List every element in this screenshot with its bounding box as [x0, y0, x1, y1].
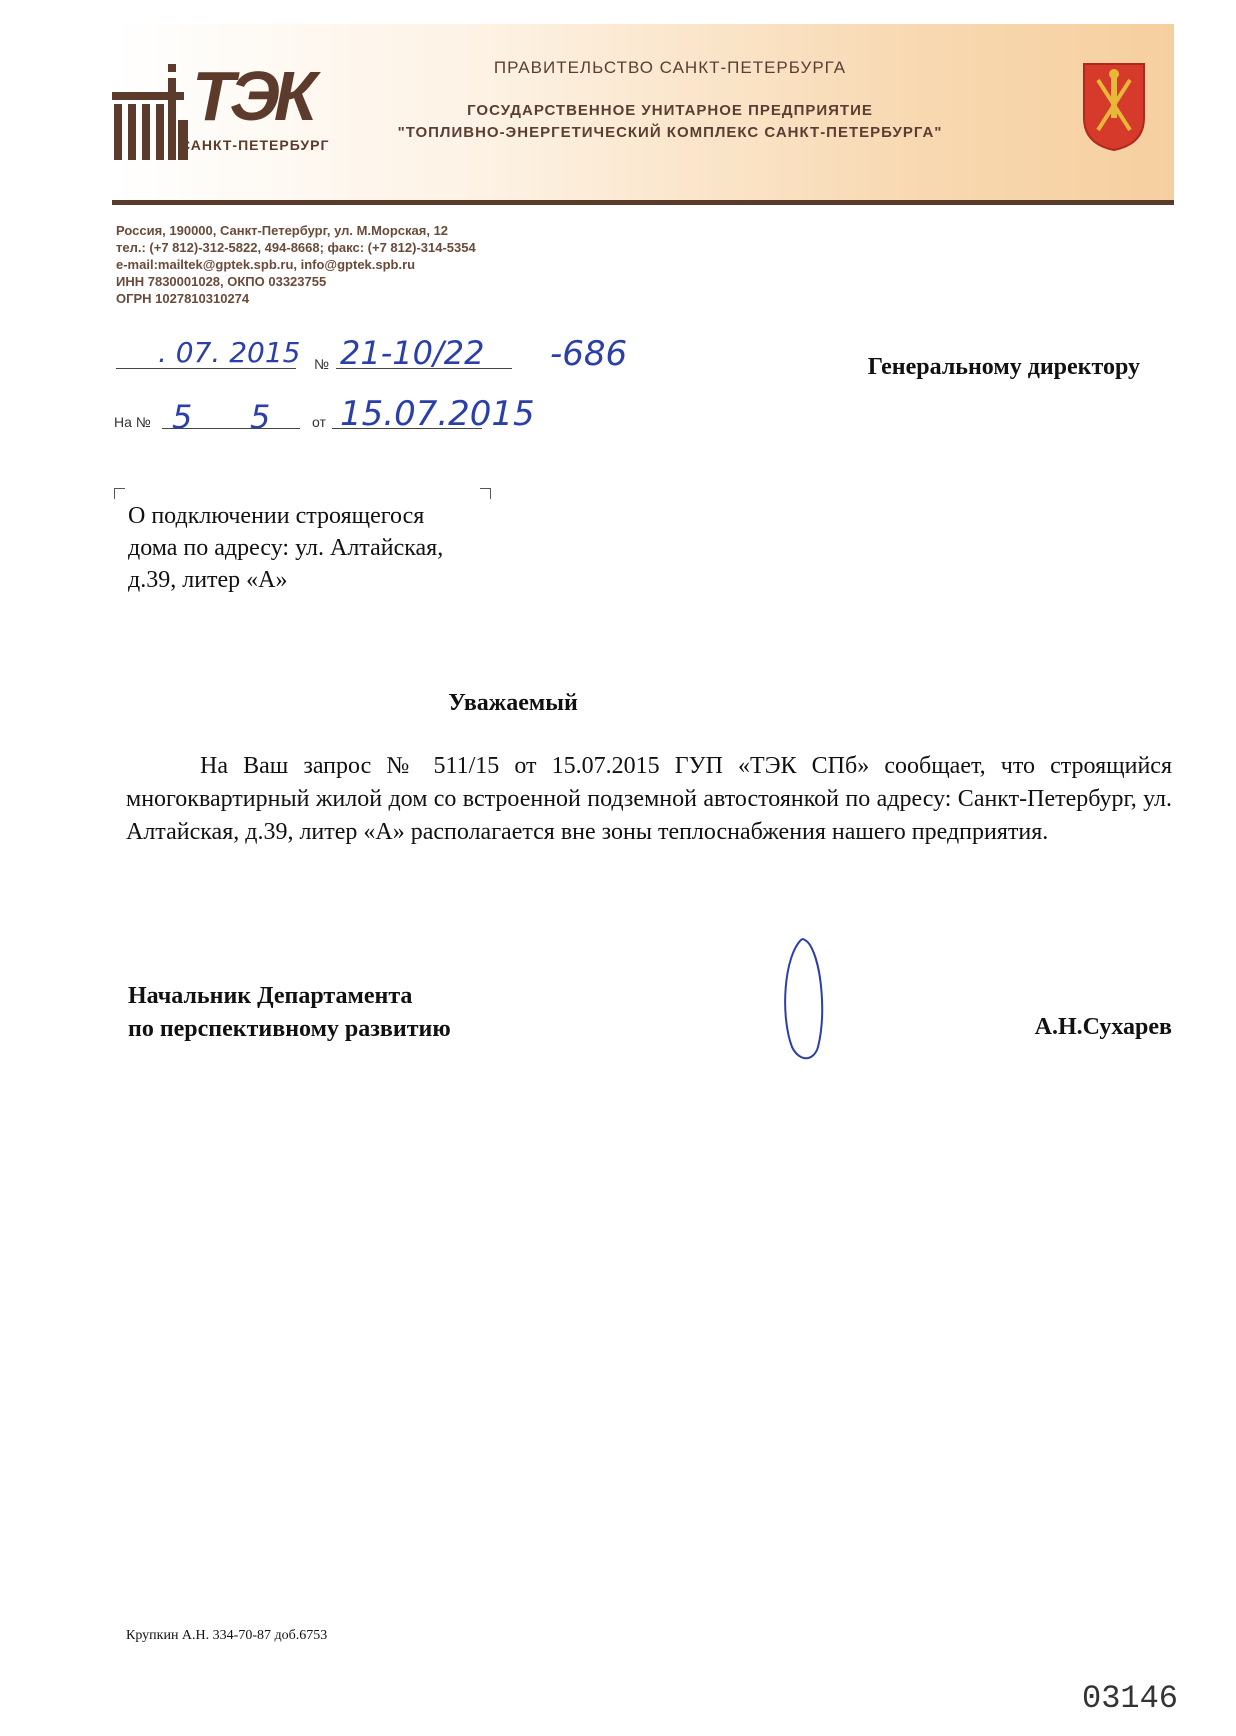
- letter-body: [126, 750, 1172, 849]
- subject: [128, 500, 558, 596]
- subject-line: д.39, литер «А»: [128, 567, 288, 593]
- org-title-line1: ГОСУДАРСТВЕННОЕ УНИТАРНОЕ ПРЕДПРИЯТИЕ: [467, 102, 873, 119]
- subject-line: О подключении строящегося: [128, 503, 425, 529]
- signatory-name: А.Н.Сухарев: [1034, 1014, 1172, 1040]
- logo-text: ТЭК: [192, 57, 311, 135]
- signatory-title: [128, 980, 451, 1046]
- letterhead-rule: [112, 200, 1174, 205]
- body-paragraph: На Ваш запрос № 511/15 от 15.07.2015 ГУП «ТЭК СПб» сообщает, что строящийся многоквартирный жилой дом со встроенной подземной автостоянкой по адресу: Санкт-Петербург, ул. Алтайская, д.39, литер «А» располагается вне зоны теплоснабжения нашего предприятия.: [126, 753, 1172, 845]
- outgoing-number-suffix: -686: [550, 334, 628, 374]
- logo-subtitle: САНКТ-ПЕТЕРБУРГ: [180, 137, 330, 153]
- executor-info: Крупкин А.Н. 334-70-87 доб.6753: [126, 1628, 328, 1643]
- signatory-title-line2: по перспективному развитию: [128, 1016, 451, 1042]
- outgoing-date: . 07. 2015: [158, 336, 301, 369]
- subject-line: дома по адресу: ул. Алтайская,: [128, 535, 444, 561]
- signatory-title-line1: Начальник Департамента: [128, 983, 413, 1009]
- subject-corner-left: [114, 488, 125, 499]
- reply-date: 15.07.2015: [340, 394, 535, 434]
- document-number: 03146: [1081, 1680, 1178, 1717]
- reply-label: На №: [114, 414, 151, 430]
- greeting: Уважаемый: [448, 690, 578, 716]
- contact-email: e-mail:mailtek@gptek.spb.ru, info@gptek.spb.ru: [116, 257, 416, 272]
- addressee: Генеральному директору: [867, 354, 1140, 380]
- outgoing-number: 21-10/22: [340, 334, 485, 372]
- from-label: от: [312, 414, 326, 430]
- contact-address: Россия, 190000, Санкт-Петербург, ул. М.Морская, 12: [116, 223, 449, 238]
- reply-number-b: 5: [250, 398, 271, 436]
- contact-phones: тел.: (+7 812)-312-5822, 494-8668; факс: (+7 812)-314-5354: [116, 240, 476, 255]
- number-label: №: [314, 356, 330, 372]
- reply-number-a: 5: [172, 398, 193, 436]
- subject-corner-right: [480, 488, 491, 499]
- contact-ogrn: ОГРН 1027810310274: [116, 291, 250, 306]
- org-title-line2: "ТОПЛИВНО-ЭНЕРГЕТИЧЕСКИЙ КОМПЛЕКС САНКТ-ПЕТЕРБУРГА": [397, 124, 943, 141]
- handwritten-signature: [780, 935, 830, 1065]
- coat-of-arms-icon: [1080, 60, 1148, 152]
- contact-inn: ИНН 7830001028, ОКПО 03323755: [116, 274, 327, 289]
- government-title: ПРАВИТЕЛЬСТВО САНКТ-ПЕТЕРБУРГА: [493, 58, 847, 77]
